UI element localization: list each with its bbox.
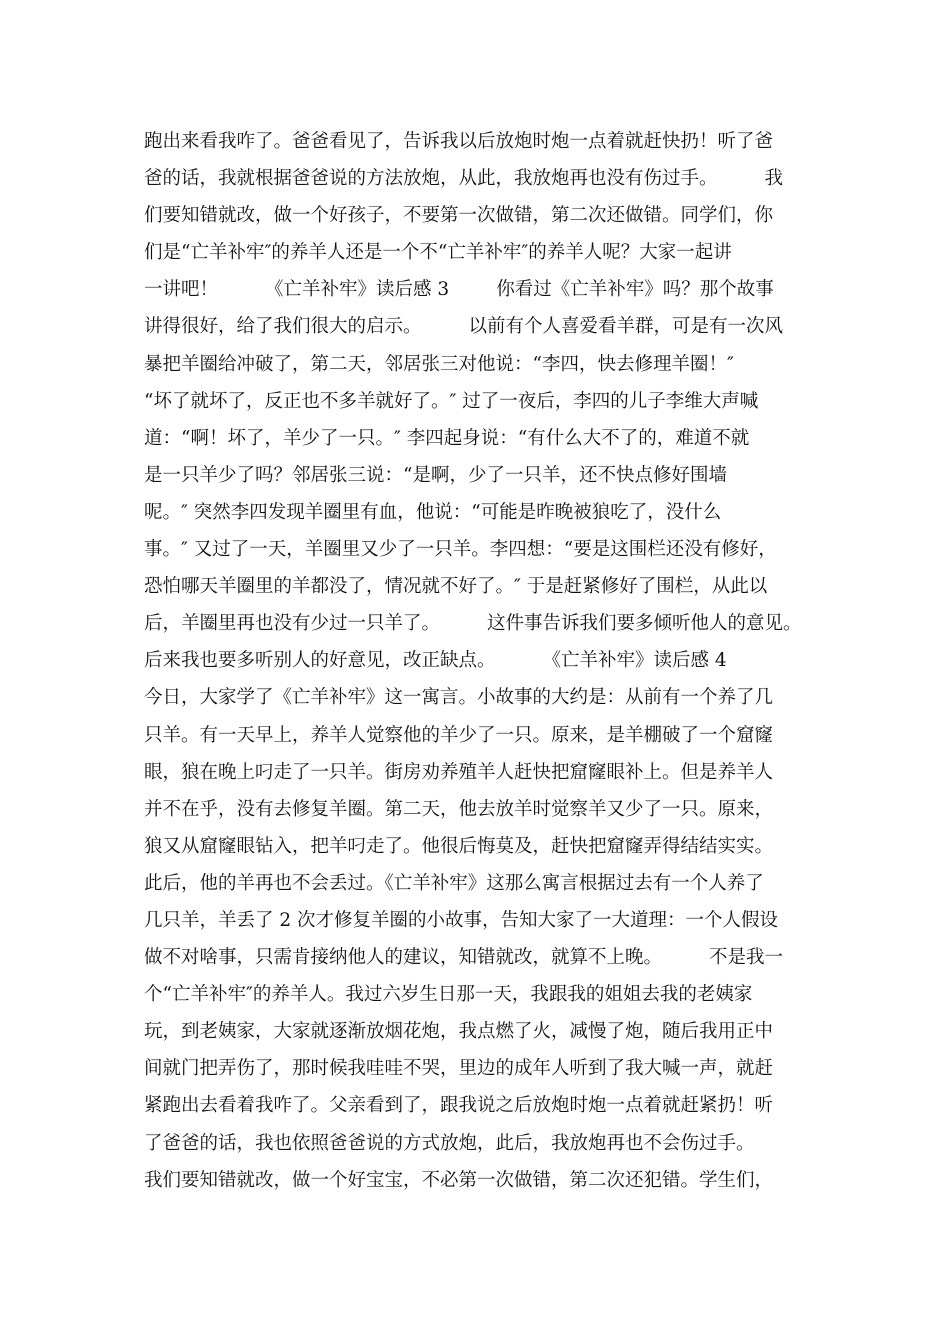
text-line: 暴把羊圈给冲破了，第二天，邻居张三对他说：“李四，快去修理羊圈！″ bbox=[144, 353, 734, 375]
text-line: 狼又从窟窿眼钻入，把羊叼走了。他很后悔莫及，赶快把窟窿弄得结结实实。 bbox=[144, 835, 774, 857]
text-line: 今日，大家学了《亡羊补牢》这一寓言。小故事的大约是：从前有一个养了几 bbox=[144, 687, 774, 709]
text-line: 只羊。有一天早上，养羊人觉察他的羊少了一只。原来，是羊棚破了一个窟窿 bbox=[144, 724, 774, 746]
text-line: 做不对啥事，只需肯接纳他人的建议，知错就改，就算不上晚。 不是我一 bbox=[144, 947, 784, 969]
text-line: “坏了就坏了，反正也不多羊就好了。″ 过了一夜后，李四的儿子李维大声喊 bbox=[144, 390, 759, 412]
text-line: 呢。″ 突然李四发现羊圈里有血，他说：“可能是昨晚被狼吃了，没什么 bbox=[144, 501, 722, 523]
text-line: 并不在乎，没有去修复羊圈。第二天，他去放羊时觉察羊又少了一只。原来， bbox=[144, 798, 774, 820]
text-line: 后来我也要多听别人的好意见，改正缺点。 《亡羊补牢》读后感 4 bbox=[144, 650, 727, 672]
text-line: 玩，到老姨家，大家就逐渐放烟花炮，我点燃了火，减慢了炮，随后我用正中 bbox=[144, 1021, 774, 1043]
text-line: 爸的话，我就根据爸爸说的方法放炮，从此，我放炮再也没有伤过手。 我 bbox=[144, 168, 784, 190]
text-line: 我们要知错就改，做一个好宝宝，不必第一次做错，第二次还犯错。学生们， bbox=[144, 1169, 774, 1191]
text-line: 间就门把弄伤了，那时候我哇哇不哭，里边的成年人听到了我大喊一声，就赶 bbox=[144, 1058, 774, 1080]
text-line: 了爸爸的话，我也依照爸爸说的方式放炮，此后，我放炮再也不会伤过手。 bbox=[144, 1132, 755, 1154]
text-line: 是一只羊少了吗？邻居张三说：“是啊，少了一只羊，还不快点修好围墙 bbox=[144, 464, 727, 486]
text-line: 道：“啊！坏了，羊少了一只。″ 李四起身说：“有什么大不了的，难道不就 bbox=[144, 427, 750, 449]
text-line: 眼，狼在晚上叼走了一只羊。街房劝养殖羊人赶快把窟窿眼补上。但是养羊人 bbox=[144, 761, 774, 783]
text-line: 事。″ 又过了一天，羊圈里又少了一只羊。李四想：“要是这围栏还没有修好， bbox=[144, 539, 777, 561]
text-line: 们要知错就改，做一个好孩子，不要第一次做错，第二次还做错。同学们，你 bbox=[144, 205, 774, 227]
text-line: 恐怕哪天羊圈里的羊都没了，情况就不好了。″ 于是赶紧修好了围栏，从此以 bbox=[144, 576, 768, 598]
text-line: 们是“亡羊补牢″的养羊人还是一个不“亡羊补牢″的养羊人呢？大家一起讲 bbox=[144, 242, 732, 264]
text-line: 个“亡羊补牢″的养羊人。我过六岁生日那一天，我跟我的姐姐去我的老姨家 bbox=[144, 984, 753, 1006]
text-line: 讲得很好，给了我们很大的启示。 以前有个人喜爱看羊群，可是有一次风 bbox=[144, 316, 784, 338]
text-line: 几只羊，羊丢了 2 次才修复羊圈的小故事，告知大家了一大道理：一个人假设 bbox=[144, 909, 779, 931]
text-line: 紧跑出去看着我咋了。父亲看到了，跟我说之后放炮时炮一点着就赶紧扔！听 bbox=[144, 1095, 774, 1117]
text-line: 跑出来看我咋了。爸爸看见了，告诉我以后放炮时炮一点着就赶快扔！听了爸 bbox=[144, 131, 774, 152]
text-line: 一讲吧！ 《亡羊补牢》读后感 3 你看过《亡羊补牢》吗？那个故事 bbox=[144, 279, 774, 301]
text-line: 后，羊圈里再也没有少过一只羊了。 这件事告诉我们要多倾听他人的意见。 bbox=[144, 613, 802, 635]
text-line: 此后，他的羊再也不会丢过。《亡羊补牢》这那么寓言根据过去有一个人养了 bbox=[144, 872, 764, 894]
body-text bbox=[144, 123, 834, 1199]
